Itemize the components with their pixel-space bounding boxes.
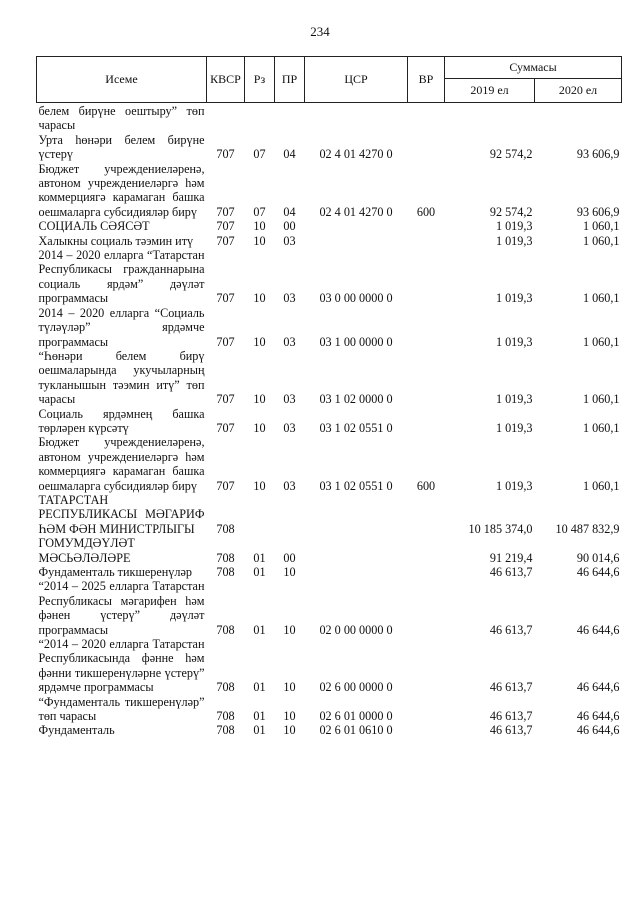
row-sum-2020: 10 487 832,9 — [555, 521, 620, 536]
row-sum-2020: 46 644,6 — [576, 565, 620, 579]
row-rz — [245, 103, 275, 133]
row-sum-2020: 1 060,1 — [582, 219, 620, 234]
header-csr: ЦСР — [305, 57, 408, 103]
row-sum-2020: 93 606,9 — [576, 204, 620, 219]
row-rz: 10 — [253, 291, 266, 306]
table-header — [37, 57, 622, 103]
row-csr — [305, 536, 408, 565]
row-sum-2020: 46 644,6 — [576, 723, 620, 738]
row-kvsr: 707 — [216, 219, 235, 234]
row-sum-2019: 46 613,7 — [489, 723, 533, 738]
row-kvsr: 707 — [216, 233, 235, 248]
row-csr: 02 6 01 0610 0 — [319, 723, 393, 738]
row-rz: 07 — [253, 147, 266, 162]
row-csr: 03 0 00 0000 0 — [319, 291, 393, 306]
row-csr — [305, 234, 408, 248]
row-rz — [245, 493, 275, 536]
row-rz: 10 — [253, 334, 266, 349]
row-name: СОЦИАЛЬ СӘЯСӘТ — [38, 219, 150, 234]
table-row — [37, 695, 622, 724]
header-sums: Суммасы — [445, 57, 622, 79]
row-csr — [305, 103, 408, 133]
row-name: Фундаменталь — [38, 723, 115, 738]
row-rz: 01 — [253, 550, 266, 565]
row-pr: 03 — [283, 420, 296, 435]
header-year-2019: 2019 ел — [445, 79, 535, 103]
row-sum-2020: 1 060,1 — [582, 420, 620, 435]
row-sum-2019: 1 019,3 — [495, 334, 533, 349]
row-kvsr — [207, 103, 245, 133]
row-name: 2014 – 2020 елларга “Татарстан Республикасы гражданнарына социаль ярдәм” дәүләт программасы — [38, 248, 205, 306]
row-sum-2019: 91 219,4 — [489, 550, 533, 565]
row-vr — [408, 349, 445, 407]
row-kvsr: 708 — [216, 622, 235, 637]
row-name: ГОМУМДӘҮЛӘТ МӘСЬӘЛӘЛӘРЕ — [38, 536, 135, 565]
row-rz: 01 — [253, 565, 266, 579]
row-sum-2020: 93 606,9 — [576, 147, 620, 162]
row-name: 2014 – 2020 елларга “Социаль түләүләр” ярдәмче программасы — [38, 305, 205, 349]
row-name: “Һөнәри белем бирү оешмаларында укучыларның тукланышын тәэмин итү” төп чарасы — [38, 348, 205, 407]
row-vr — [408, 723, 445, 737]
table-row — [37, 234, 622, 248]
row-pr: 03 — [283, 392, 296, 407]
header-rz: Рз — [245, 57, 275, 103]
row-pr: 00 — [283, 550, 296, 565]
row-vr — [408, 248, 445, 306]
table-row — [37, 103, 622, 133]
row-vr — [408, 579, 445, 637]
row-sum-2020: 1 060,1 — [582, 233, 620, 248]
row-name: “2014 – 2020 елларга Татарстан Республикасында фәнне һәм фәнни тикшеренүләрне үстерү” ярдәмче программасы — [38, 637, 205, 695]
table-row — [37, 162, 622, 220]
row-sum-2019: 1 019,3 — [495, 291, 533, 306]
row-name: Социаль ярдәмнең башка төрләрен күрсәтү — [38, 406, 205, 435]
row-vr — [408, 234, 445, 248]
row-pr: 10 — [283, 709, 296, 724]
table-row — [37, 407, 622, 436]
table-row — [37, 723, 622, 737]
row-sum-2019: 46 613,7 — [489, 622, 533, 637]
row-pr: 04 — [283, 147, 296, 162]
header-year-2020: 2020 ел — [535, 79, 622, 103]
row-kvsr: 707 — [216, 147, 235, 162]
row-vr — [408, 133, 445, 162]
table-row — [37, 133, 622, 162]
table-row — [37, 579, 622, 637]
row-pr: 03 — [283, 334, 296, 349]
row-kvsr: 707 — [216, 204, 235, 219]
row-name: ТАТАРСТАН РЕСПУБЛИКАСЫ МӘГАРИФ ҺӘМ ФӘН МИНИСТРЛЫГЫ — [38, 492, 205, 536]
table-row — [37, 493, 622, 536]
row-pr: 00 — [283, 219, 296, 234]
row-rz: 10 — [253, 478, 266, 493]
row-kvsr: 708 — [216, 680, 235, 695]
row-vr — [408, 637, 445, 695]
row-vr: 600 — [416, 204, 436, 219]
row-vr — [408, 219, 445, 233]
row-kvsr: 707 — [216, 420, 235, 435]
table-row — [37, 536, 622, 565]
row-name: Бюджет учреждениеләренә, автоном учреждениеләргә һәм коммерциягә карамаган башка оешмаларга субсидияләр бирү — [38, 161, 205, 219]
row-rz: 10 — [253, 233, 266, 248]
row-pr: 04 — [283, 204, 296, 219]
row-vr — [408, 103, 445, 133]
row-vr — [408, 493, 445, 536]
row-rz: 10 — [253, 219, 266, 234]
header-kvsr: КВСР — [207, 57, 245, 103]
row-csr: 02 6 01 0000 0 — [319, 709, 393, 724]
row-csr: 02 6 00 0000 0 — [319, 680, 393, 695]
row-kvsr: 707 — [216, 334, 235, 349]
row-csr — [305, 219, 408, 233]
row-rz: 10 — [253, 392, 266, 407]
row-csr: 03 1 02 0551 0 — [319, 478, 393, 493]
row-pr — [275, 103, 305, 133]
row-kvsr: 708 — [216, 521, 235, 536]
table-row — [37, 349, 622, 407]
table-row — [37, 219, 622, 233]
row-pr: 03 — [283, 233, 296, 248]
row-sum-2019: 1 019,3 — [495, 420, 533, 435]
row-rz: 07 — [253, 204, 266, 219]
row-vr — [408, 536, 445, 565]
row-csr: 02 0 00 0000 0 — [319, 622, 393, 637]
row-sum-2020 — [535, 103, 622, 133]
row-vr — [408, 407, 445, 436]
page-number: 234 — [310, 24, 330, 39]
table-row — [37, 637, 622, 695]
row-pr — [275, 493, 305, 536]
row-sum-2020: 1 060,1 — [582, 392, 620, 407]
row-csr — [305, 493, 408, 536]
row-csr: 02 4 01 4270 0 — [319, 147, 393, 162]
row-pr: 03 — [283, 478, 296, 493]
row-sum-2019: 46 613,7 — [489, 709, 533, 724]
row-vr — [408, 306, 445, 349]
row-kvsr: 708 — [216, 565, 235, 579]
row-csr: 03 1 02 0551 0 — [319, 420, 393, 435]
header-vr: ВР — [408, 57, 445, 103]
table-row — [37, 435, 622, 493]
row-pr: 03 — [283, 291, 296, 306]
header-pr: ПР — [275, 57, 305, 103]
row-sum-2019: 46 613,7 — [489, 680, 533, 695]
row-vr: 600 — [416, 478, 436, 493]
row-sum-2019: 1 019,3 — [495, 392, 533, 407]
row-csr: 03 1 02 0000 0 — [319, 392, 393, 407]
row-rz: 01 — [253, 680, 266, 695]
table-row — [37, 248, 622, 306]
row-sum-2020: 1 060,1 — [582, 478, 620, 493]
row-rz: 01 — [253, 622, 266, 637]
row-sum-2019 — [445, 103, 535, 133]
row-csr: 03 1 00 0000 0 — [319, 334, 393, 349]
row-sum-2019: 1 019,3 — [495, 478, 533, 493]
table-row — [37, 306, 622, 349]
row-name: Халыкны социаль тәэмин итү — [38, 233, 194, 248]
row-rz: 01 — [253, 723, 266, 738]
row-sum-2019: 46 613,7 — [489, 565, 533, 579]
row-sum-2019: 92 574,2 — [489, 204, 533, 219]
row-sum-2020: 90 014,6 — [576, 550, 620, 565]
row-rz: 10 — [253, 420, 266, 435]
row-sum-2020: 46 644,6 — [576, 709, 620, 724]
budget-table — [36, 56, 622, 738]
row-vr — [408, 565, 445, 579]
row-csr — [305, 565, 408, 579]
row-name: “2014 – 2025 елларга Татарстан Республикасы мәгарифен һәм фәнен үстерү” дәүләт программасы — [38, 579, 205, 637]
row-pr: 10 — [283, 565, 296, 579]
row-sum-2020: 46 644,6 — [576, 622, 620, 637]
row-pr: 10 — [283, 622, 296, 637]
table-row — [37, 565, 622, 579]
row-sum-2019: 1 019,3 — [495, 219, 533, 234]
row-kvsr: 707 — [216, 291, 235, 306]
row-pr: 10 — [283, 680, 296, 695]
row-kvsr: 707 — [216, 478, 235, 493]
row-kvsr: 708 — [216, 723, 235, 738]
row-sum-2020: 46 644,6 — [576, 680, 620, 695]
row-vr — [408, 695, 445, 724]
row-csr: 02 4 01 4270 0 — [319, 204, 393, 219]
row-sum-2020: 1 060,1 — [582, 334, 620, 349]
row-sum-2020: 1 060,1 — [582, 291, 620, 306]
header-name: Исеме — [37, 57, 207, 103]
row-name: Бюджет учреждениеләренә, автоном учреждениеләргә һәм коммерциягә карамаган башка оешмаларга субсидияләр бирү — [38, 435, 205, 493]
row-rz: 01 — [253, 709, 266, 724]
row-name: “Фундаменталь тикшеренүләр” төп чарасы — [38, 694, 205, 724]
row-kvsr: 708 — [216, 550, 235, 565]
row-sum-2019: 10 185 374,0 — [468, 521, 533, 536]
table-body — [37, 103, 622, 738]
row-sum-2019: 1 019,3 — [495, 233, 533, 248]
row-name: Фундаменталь тикшеренүләр — [38, 565, 192, 579]
row-kvsr: 707 — [216, 392, 235, 407]
row-sum-2019: 92 574,2 — [489, 147, 533, 162]
row-kvsr: 708 — [216, 709, 235, 724]
row-name: белем бирүне оештыру” төп чарасы — [38, 104, 205, 133]
row-pr: 10 — [283, 723, 296, 738]
row-name: Урта һөнәри белем бирүне үстерү — [38, 132, 205, 162]
